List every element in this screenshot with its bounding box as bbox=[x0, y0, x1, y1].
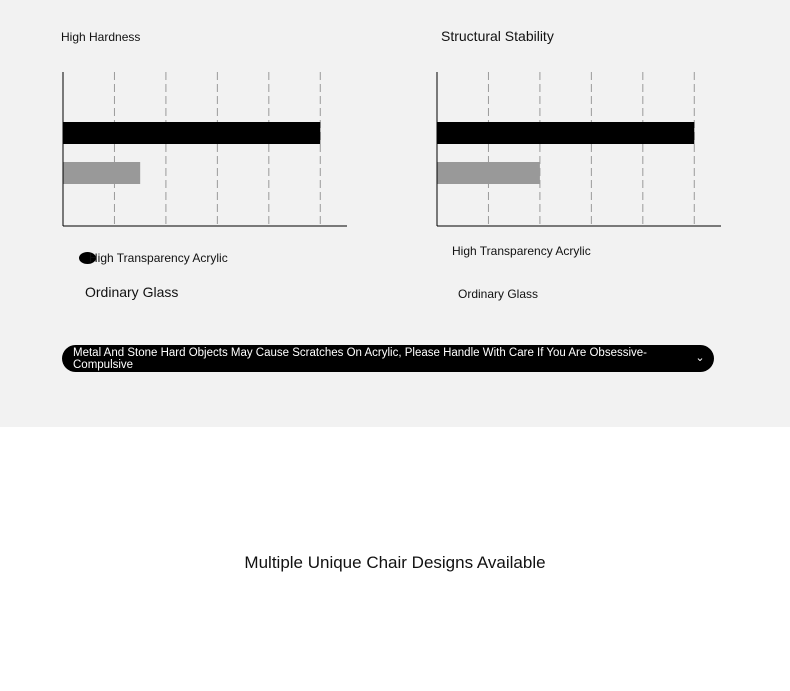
bar-acrylic bbox=[437, 122, 694, 144]
chart-title-stability: Structural Stability bbox=[441, 28, 554, 44]
bar-glass bbox=[63, 162, 140, 184]
bar-glass bbox=[437, 162, 540, 184]
legend-label-glass: Ordinary Glass bbox=[458, 287, 539, 301]
stability-bar-chart bbox=[429, 64, 729, 234]
hardness-bar-chart bbox=[55, 64, 355, 234]
designs-heading: Multiple Unique Chair Designs Available bbox=[244, 553, 546, 572]
warning-text: Metal And Stone Hard Objects May Cause Scratches On Acrylic, Please Handle With Care If You Are Obsessive-Compulsive bbox=[73, 347, 647, 371]
chevron-down-icon[interactable]: ⌄ bbox=[695, 352, 705, 364]
bar-acrylic bbox=[63, 122, 320, 144]
scratch-warning-banner[interactable] bbox=[62, 345, 714, 372]
chart-title-hardness: High Hardness bbox=[61, 30, 141, 44]
legend-label-acrylic: High Transparency Acrylic bbox=[89, 251, 228, 265]
legend-label-glass: Ordinary Glass bbox=[85, 284, 179, 300]
legend-label-acrylic: High Transparency Acrylic bbox=[452, 244, 591, 258]
